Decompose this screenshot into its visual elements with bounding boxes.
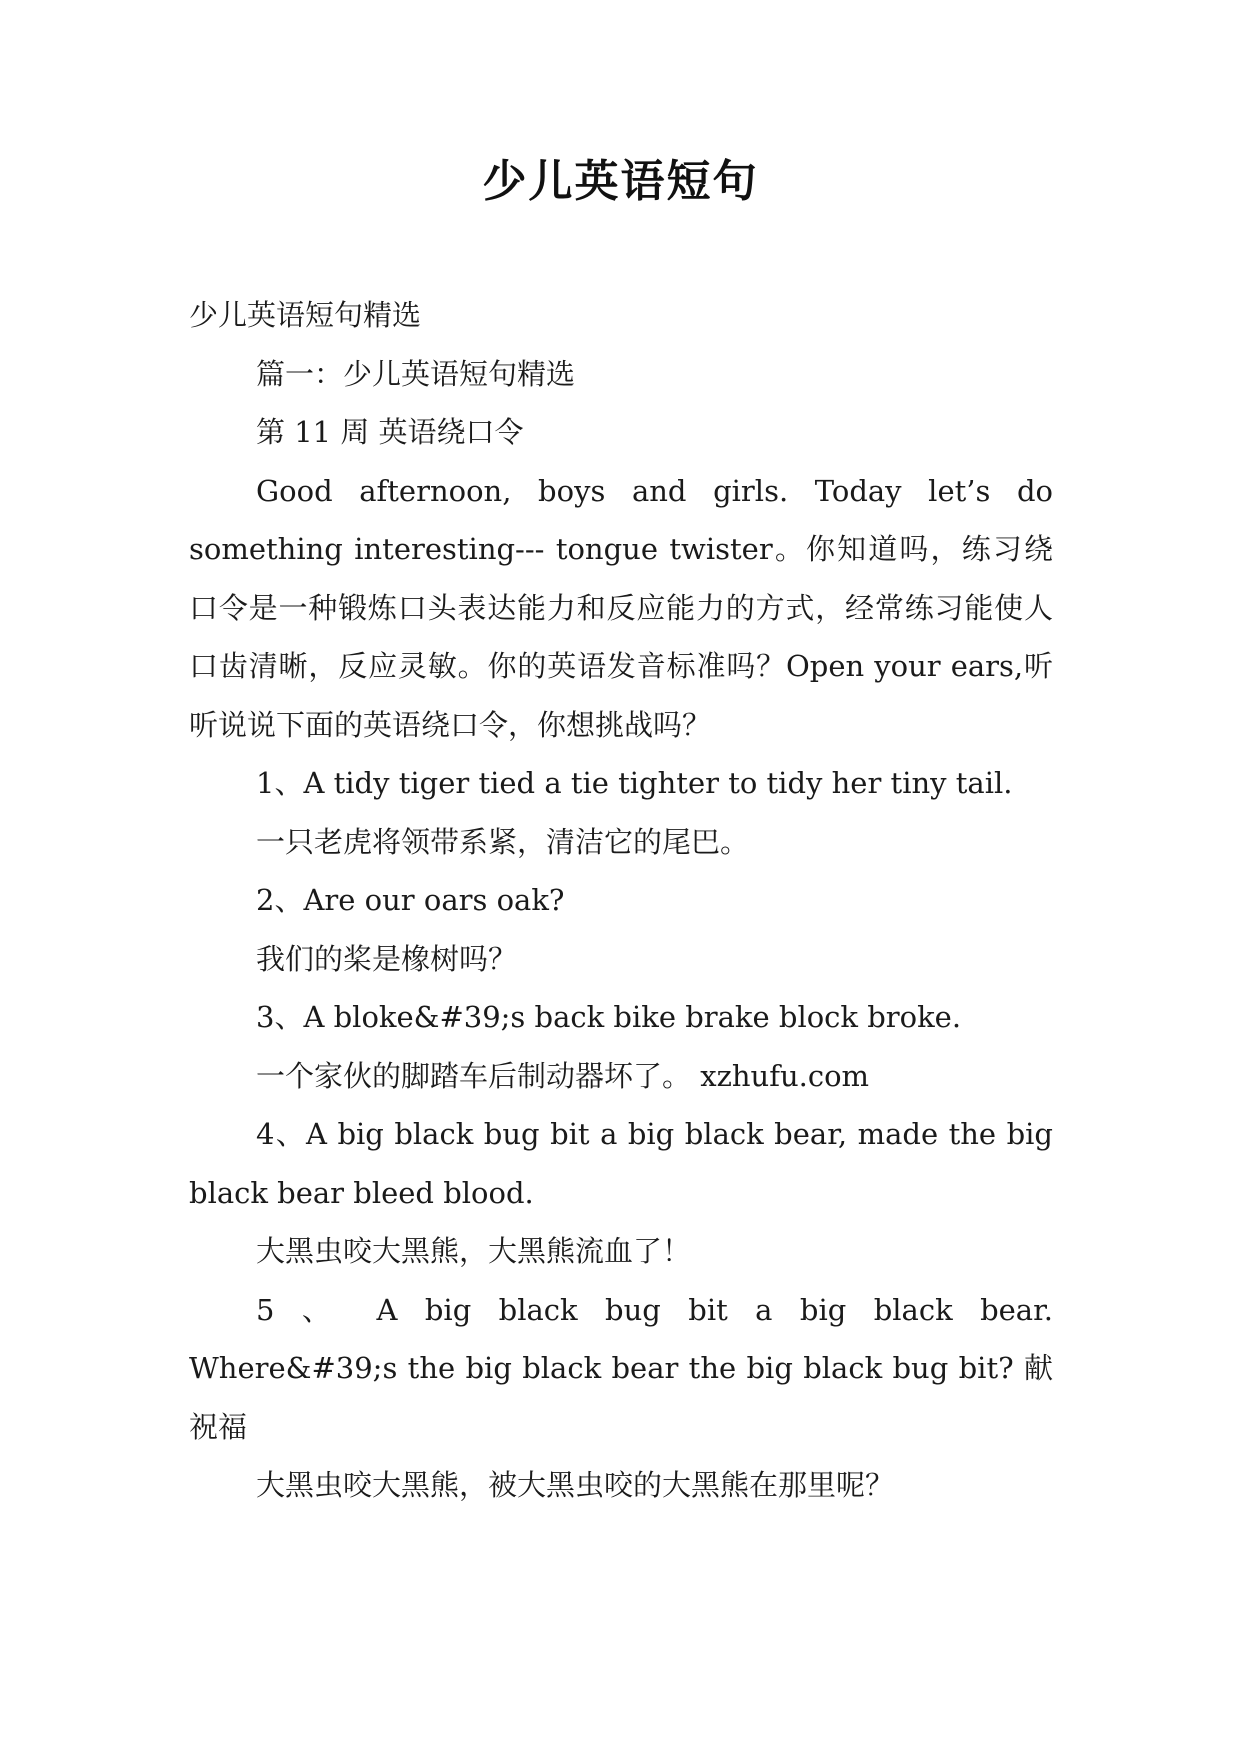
paragraph-week-title: 第 11 周 英语绕口令 xyxy=(256,415,524,449)
paragraph-twister-1-en: 1、A tidy tiger tied a tie tighter to tidy her tiny tail. xyxy=(256,766,1013,800)
paragraph-twister-5-zh: 大黑虫咬大黑熊，被大黑虫咬的大黑熊在那里呢？ xyxy=(256,1468,895,1502)
document-title: 少儿英语短句 xyxy=(482,156,759,207)
paragraph-twister-5-en: 5 、 A big black bug bit a big black bear. Where&#39;s the big black bear the big black bug bit? 献祝福 xyxy=(189,1292,1053,1444)
paragraph-twister-1-zh: 一只老虎将领带系紧，清洁它的尾巴。 xyxy=(256,824,750,859)
paragraph-twister-3-en: 3、A bloke&#39;s back bike brake block broke. xyxy=(256,1000,962,1034)
paragraph-section-title: 篇一：少儿英语短句精选 xyxy=(256,356,576,391)
document-body xyxy=(189,286,1053,1515)
paragraph-twister-4-zh: 大黑虫咬大黑熊，大黑熊流血了！ xyxy=(256,1234,692,1268)
paragraph-intro: Good afternoon, boys and girls. Today let’s do something interesting--- tongue twister。你知道吗，练习绕口令是一种锻炼口头表达能力和反应能力的方式，经常练习能使人口齿清晰，反应灵敏。你的英语发音标准吗？Open your ears,听听说说下面的英语绕口令，你想挑战吗？ xyxy=(189,473,1053,742)
paragraph-twister-3-zh: 一个家伙的脚踏车后制动器坏了。 xzhufu.com xyxy=(256,1058,870,1093)
paragraph-twister-2-en: 2、Are our oars oak? xyxy=(256,883,565,917)
paragraph-twister-4-en: 4、A big black bug bit a big black bear, made the big black bear bleed blood. xyxy=(189,1117,1053,1210)
paragraph-twister-2-zh: 我们的桨是橡树吗？ xyxy=(256,941,518,976)
paragraph-heading: 少儿英语短句精选 xyxy=(189,298,422,332)
